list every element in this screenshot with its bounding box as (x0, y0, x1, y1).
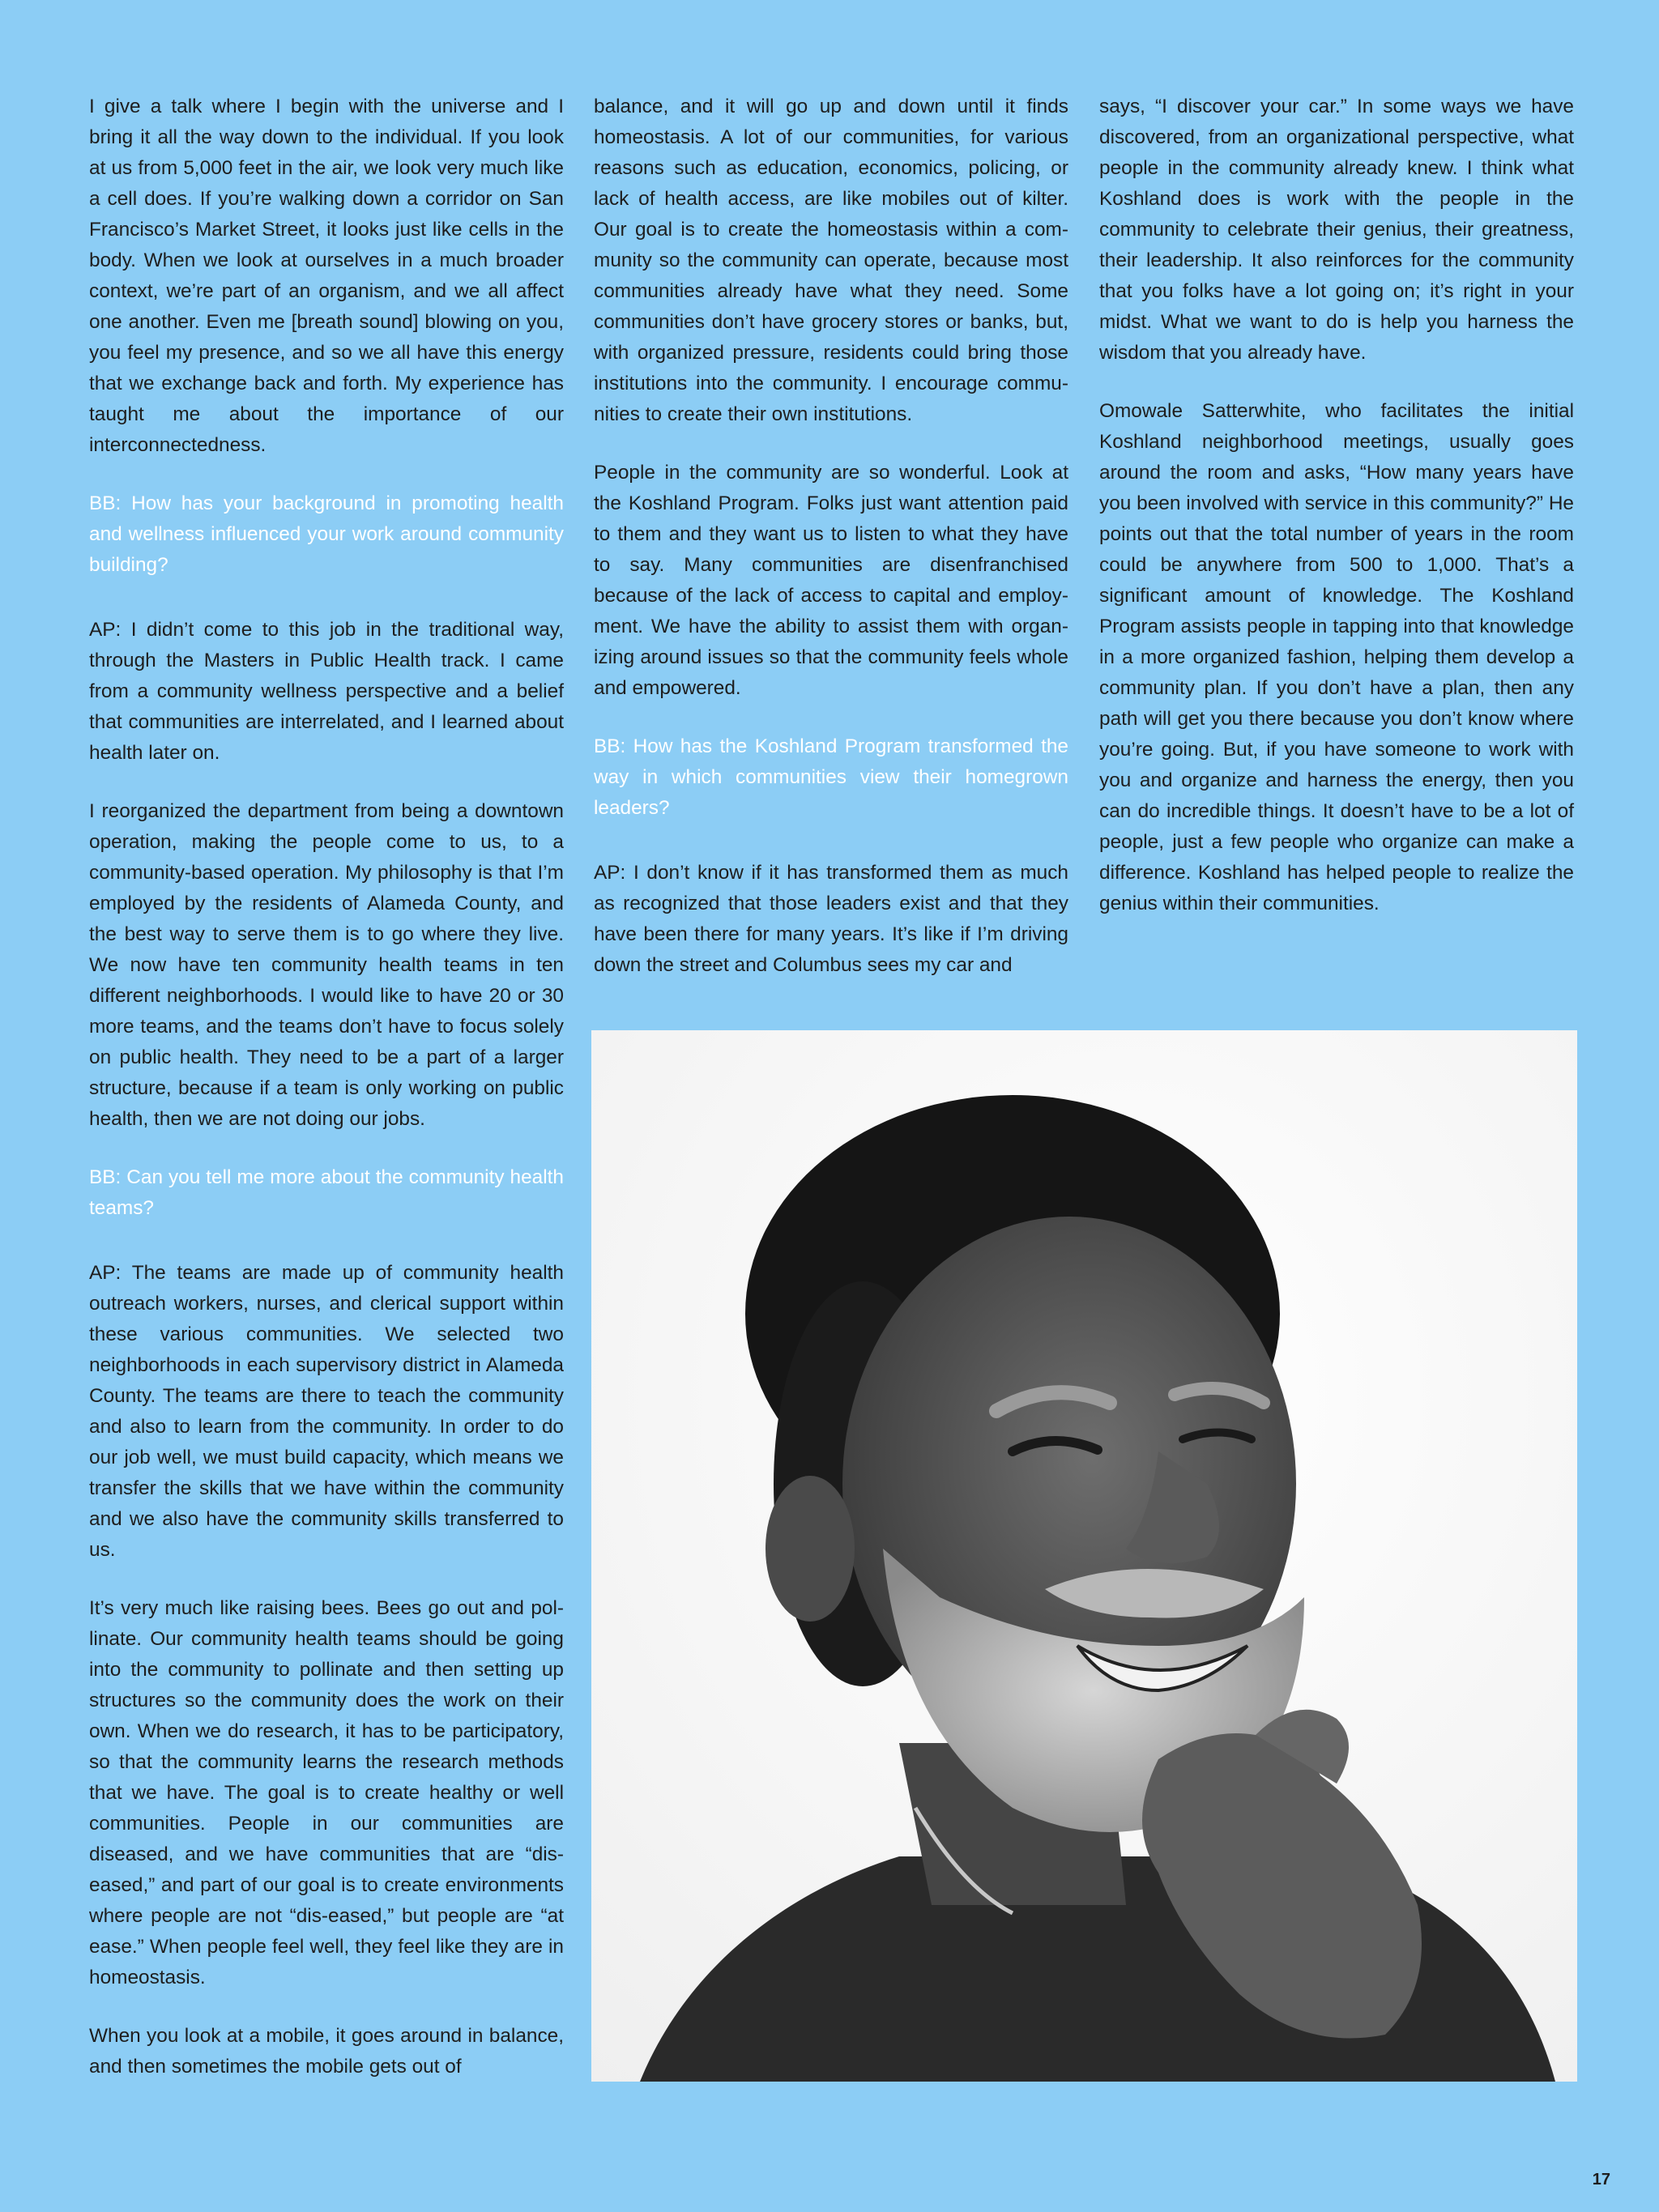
portrait-photo (591, 1030, 1577, 2082)
interview-answer: I give a talk where I begin with the universe and I bring it all the way down to the individual. If you look at us from 5,000 feet in the air, we look very much like a cell does. If you’re walking down a corridor on San Francisco’s Market Street, it looks just like cells in the body. When we look at ourselves in a much broader context, we’re part of an organism, and we all affect one another. Even me [breath sound] blowing on you, you feel my presence, and so we all have this energy that we exchange back and forth. My experience has taught me about the importance of our interconnectedness. (89, 96, 564, 456)
interview-answer: It’s very much like raising bees. Bees go out and pollinate. Our community health teams should be going into the community to pollinate and then setting up structures so the community does the work on their own. When we do research, it has to be participatory, so that the community learns the research methods that we have. The goal is to create healthy or well communities. People in our communities are diseased, and we have communities that are “diseased,” and part of our goal is to create environments where people are not “dis-eased,” but people are “at ease.” When people feel well, they feel like they are in homeostasis. (89, 1597, 564, 1988)
text-column-1 (89, 92, 564, 2110)
text-column-3 (1099, 92, 1574, 947)
interview-question: BB: Can you tell me more about the community health teams? (89, 1166, 564, 1219)
interview-answer: AP: I don’t know if it has transformed them as much as recognized that those leaders exist and that they have been there for many years. It’s like if I’m driving down the street and Columbus sees my car and (594, 862, 1068, 976)
text-column-2 (594, 92, 1068, 1008)
interview-answer: People in the community are so wonderful. Look at the Koshland Program. Folks just want attention paid to them and they want us to listen to what they have to say. Many communities are disenfranchised because of the lack of access to capital and employment. We have the ability to assist them with organizing around issues so that the community feels whole and empowered. (594, 462, 1068, 699)
page-number: 17 (1592, 2171, 1610, 2189)
interview-answer: When you look at a mobile, it goes around in balance, and then sometimes the mobile gets out of (89, 2025, 564, 2078)
interview-answer: says, “I discover your car.” In some ways we have discovered, from an organizational perspective, what people in the community already knew. I think what Koshland does is work with the people in the community to celebrate their genius, their greatness, their leadership. It also reinforces for the community that you folks have a lot going on; it’s right in your midst. What we want to do is help you harness the wisdom that you already have. (1099, 96, 1574, 364)
interview-answer: AP: The teams are made up of community health outreach workers, nurses, and clerical support within these various communities. We selected two neighborhoods in each supervisory district in Alameda County. The teams are there to teach the community and also to learn from the community. In order to do our job well, we must build capacity, which means we transfer the skills that we have within the community and we also have the community skills transferred to us. (89, 1262, 564, 1561)
interview-answer: AP: I didn’t come to this job in the traditional way, through the Masters in Public Health track. I came from a community wellness perspective and a belief that communities are interrelated, and I learned about health later on. (89, 619, 564, 764)
interview-answer: I reorganized the department from being a downtown operation, making the people come to us, to a community-based operation. My philosophy is that I’m employed by the residents of Alameda County, and the best way to serve them is to go where they live. We now have ten community health teams in ten different neighborhoods. I would like to have 20 or 30 more teams, and the teams don’t have to focus solely on public health. They need to be a part of a larger structure, because if a team is only working on public health, then we are not doing our jobs. (89, 800, 564, 1130)
interview-answer: Omowale Satterwhite, who facilitates the initial Koshland neighborhood meetings, usually goes around the room and asks, “How many years have you been involved with service in this community?” He points out that the total number of years in the room could be anywhere from 500 to 1,000. That’s a significant amount of knowledge. The Koshland Program assists people in tapping into that knowledge in a more organized fashion, helping them develop a community plan. If you don’t have a plan, then any path will get you there because you don’t know where you’re going. But, if you have someone to work with you and organize and harness the energy, then you can do incredible things. It doesn’t have to be a lot of people, just a few people who organize can make a difference. Koshland has helped people to realize the genius within their communities. (1099, 400, 1574, 914)
interview-question: BB: How has the Koshland Program transformed the way in which communities view their homegrown leaders? (594, 735, 1068, 819)
interview-answer: balance, and it will go up and down until it finds homeostasis. A lot of our communities, for various reasons such as education, economics, policing, or lack of health access, are like mobiles out of kilter. Our goal is to create the homeostasis within a community so the community can operate, because most communities already have what they need. Some communities don’t have grocery stores or banks, but, with organized pressure, residents could bring those institutions into the community. I encourage communities to create their own institutions. (594, 96, 1068, 425)
interview-question: BB: How has your background in promoting health and wellness influenced your work around community building? (89, 492, 564, 576)
